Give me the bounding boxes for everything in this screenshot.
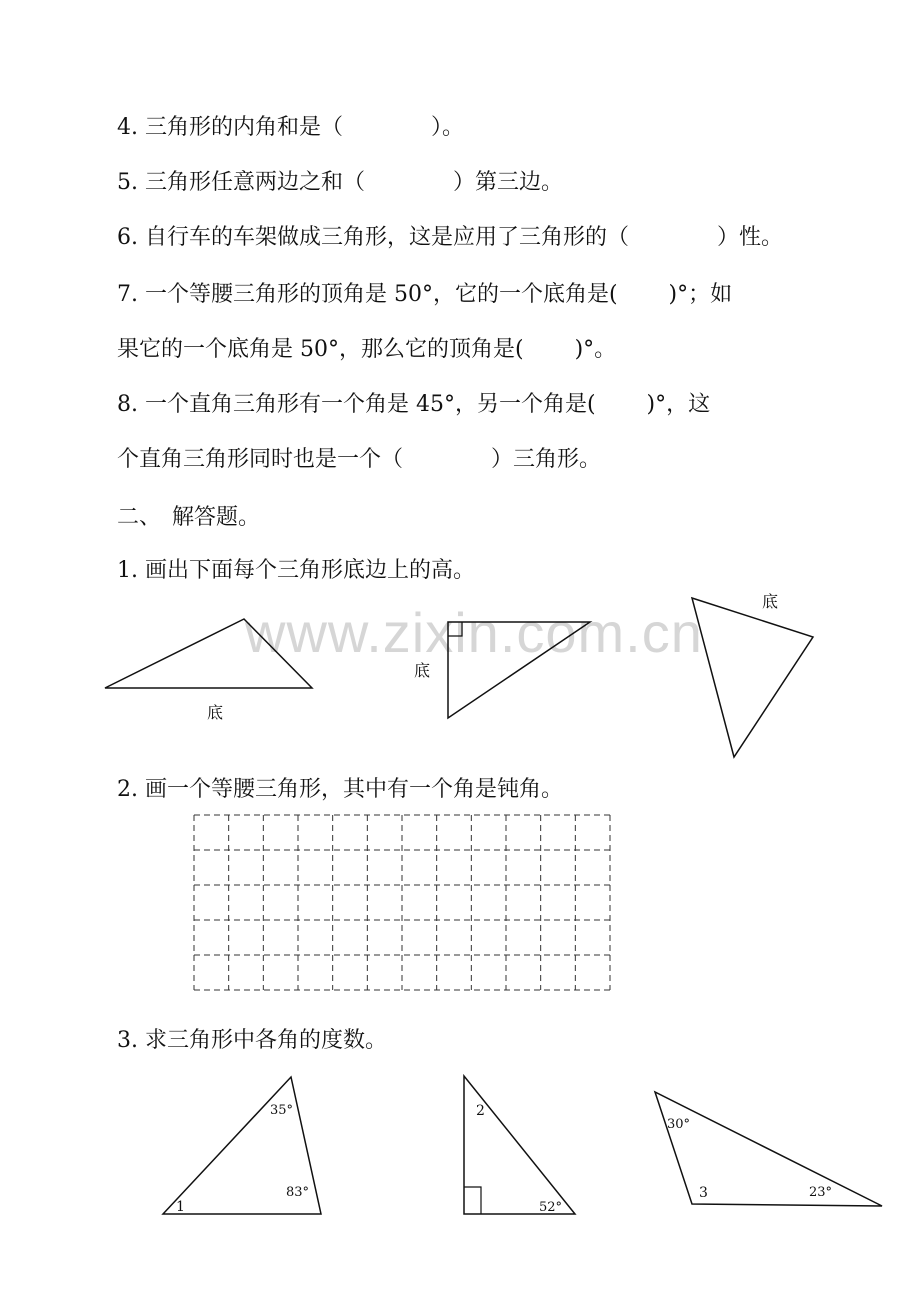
question-4: 4. 三角形的内角和是（ ）。: [117, 115, 464, 140]
watermark: www.zixin.com.cn: [245, 601, 703, 664]
section-2-question-2: 2. 画一个等腰三角形，其中有一个角是钝角。: [117, 777, 563, 802]
question-7-line-1: 7. 一个等腰三角形的顶角是 50°，它的一个底角是( )°；如: [117, 282, 733, 307]
q3-right-angle-mark: [464, 1187, 481, 1214]
question-8-line-1: 8. 一个直角三角形有一个角是 45°，另一个角是( )°，这: [117, 392, 711, 417]
q1-triangle-2: [448, 622, 590, 718]
section-2-heading: 二、 解答题。: [117, 505, 261, 530]
question-6: 6. 自行车的车架做成三角形，这是应用了三角形的（ ）性。: [117, 225, 783, 250]
section-2-question-3: 3. 求三角形中各角的度数。: [117, 1028, 387, 1053]
q1-triangle-1: [105, 619, 312, 688]
q1-base-label-3: 底: [762, 592, 779, 611]
q3-tri3-left-angle: 30°: [667, 1117, 691, 1132]
q3-tri1-right-angle: 83°: [286, 1185, 310, 1200]
q3-tri3-unknown: 3: [699, 1185, 708, 1201]
q1-base-label-1: 底: [207, 703, 224, 722]
q2-dashed-grid: [194, 815, 610, 990]
q3-tri1-top-angle: 35°: [270, 1103, 294, 1118]
q3-tri2-unknown: 2: [476, 1103, 485, 1119]
question-5: 5. 三角形任意两边之和（ ）第三边。: [117, 170, 563, 195]
q1-base-label-2: 底: [414, 661, 431, 680]
q3-tri1-unknown: 1: [176, 1199, 185, 1215]
q3-tri3-right-angle: 23°: [809, 1185, 833, 1200]
q3-tri2-bottom-angle: 52°: [539, 1200, 563, 1215]
q1-triangle-3: [692, 598, 813, 757]
section-2-question-1: 1. 画出下面每个三角形底边上的高。: [117, 558, 475, 583]
q1-right-angle-mark: [448, 622, 462, 636]
q3-triangle-3: [655, 1092, 882, 1206]
question-8-line-2: 个直角三角形同时也是一个（ ）三角形。: [117, 447, 602, 472]
question-7-line-2: 果它的一个底角是 50°，那么它的顶角是( )°。: [117, 337, 617, 362]
